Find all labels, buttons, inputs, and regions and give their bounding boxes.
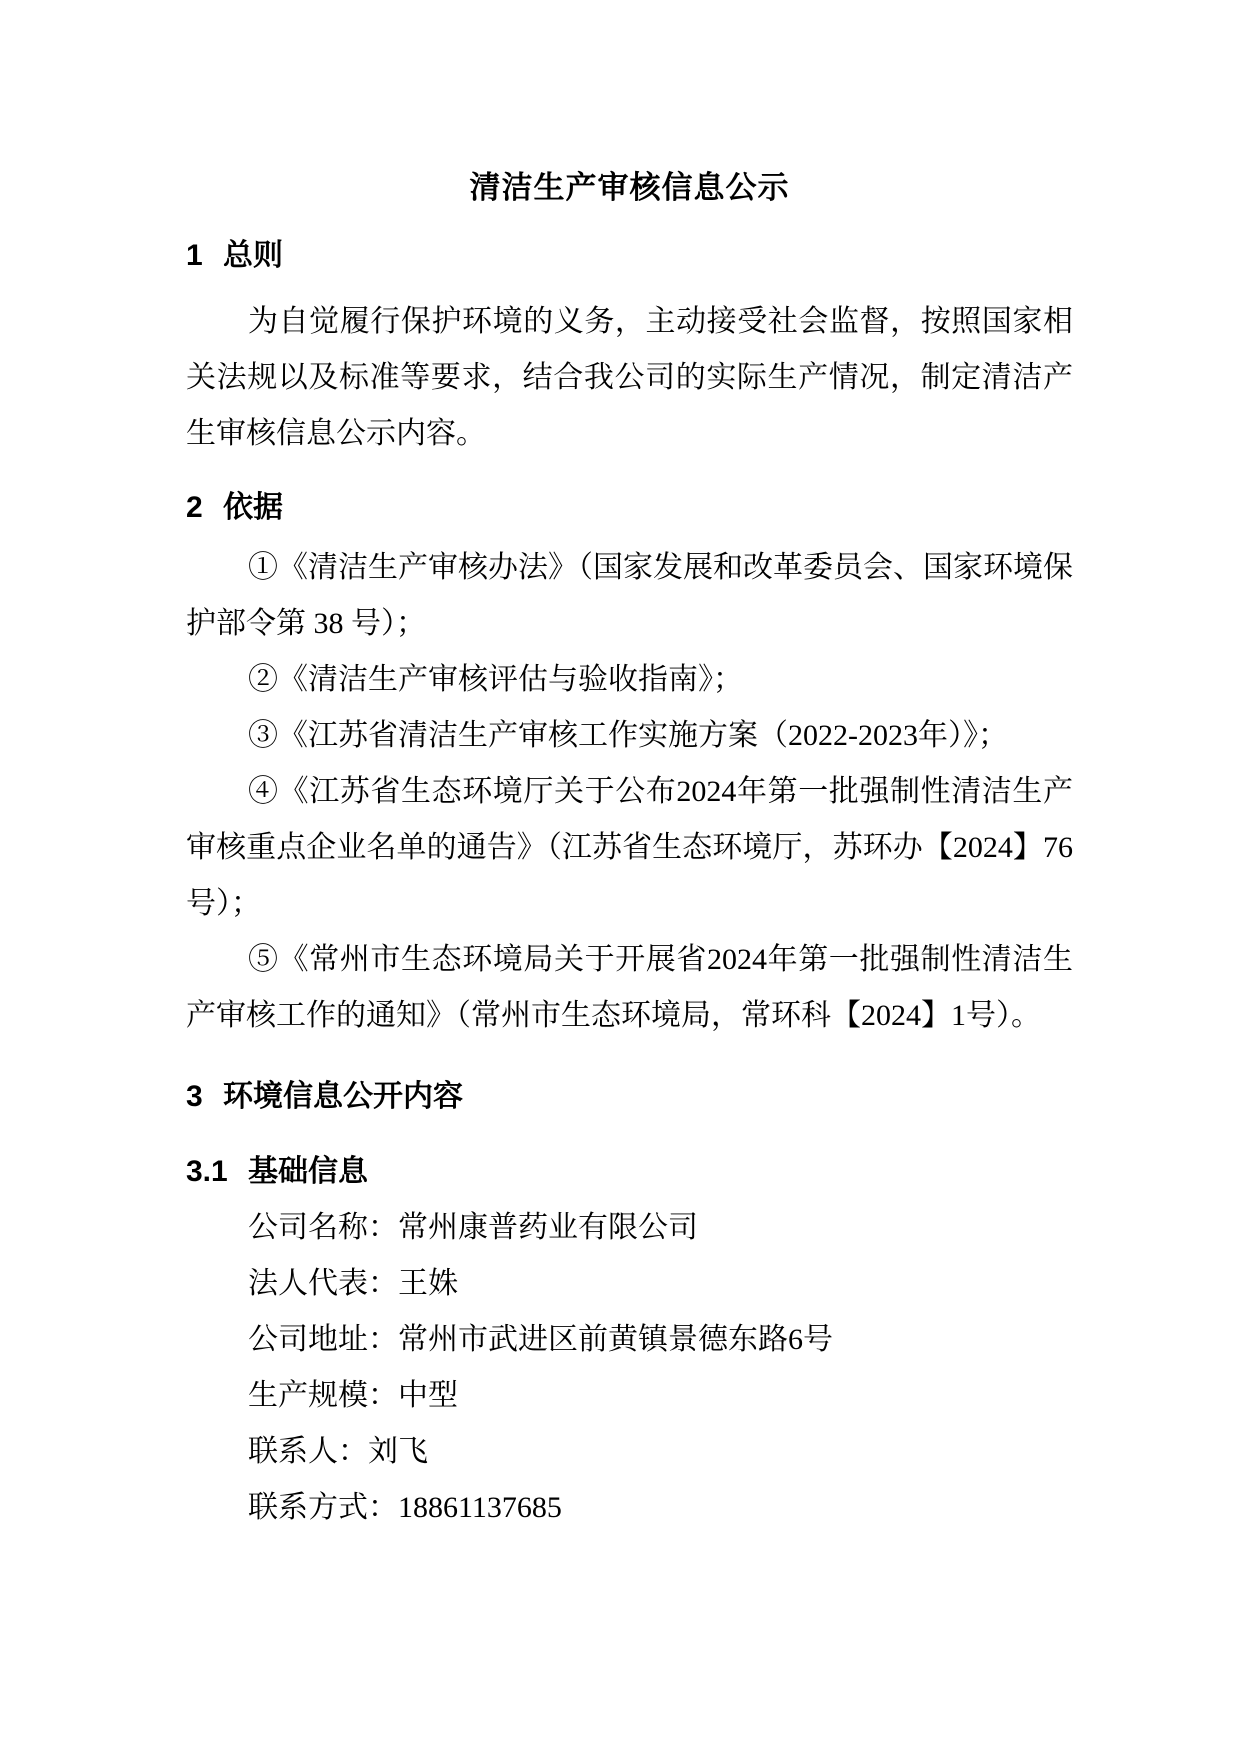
reference-item-1: ①《清洁生产审核办法》（国家发展和改革委员会、国家环境保护部令第 38 号）； xyxy=(186,551,1073,640)
field-contact-person xyxy=(186,1424,1073,1480)
field-label: 公司地址： xyxy=(248,1323,398,1356)
field-label: 联系方式： xyxy=(248,1491,398,1524)
field-value: 18861137685 xyxy=(398,1491,562,1524)
reference-item-3: ③《江苏省清洁生产审核工作实施方案（2022-2023年）》； xyxy=(248,719,1008,752)
field-company-address xyxy=(186,1312,1073,1368)
field-value: 中型 xyxy=(398,1379,458,1412)
section-3-1-heading: 3.1 基础信息 xyxy=(186,1155,369,1188)
reference-item-2: ②《清洁生产审核评估与验收指南》； xyxy=(248,663,743,696)
field-label: 法人代表： xyxy=(248,1267,398,1300)
field-contact-phone xyxy=(186,1480,1073,1536)
section-1-paragraph: 为自觉履行保护环境的义务，主动接受社会监督，按照国家相关法规以及标准等要求，结合我公司的实际生产情况，制定清洁产生审核信息公示内容。 xyxy=(186,305,1073,450)
field-label: 公司名称： xyxy=(248,1211,398,1244)
field-label: 联系人： xyxy=(248,1435,368,1468)
field-value: 常州康普药业有限公司 xyxy=(398,1211,698,1244)
reference-item-4: ④《江苏省生态环境厅关于公布2024年第一批强制性清洁生产审核重点企业名单的通告》（江苏省生态环境厅，苏环办【2024】76号）； xyxy=(186,775,1073,920)
field-value: 王姝 xyxy=(398,1267,458,1300)
field-label: 生产规模： xyxy=(248,1379,398,1412)
field-production-scale xyxy=(186,1368,1073,1424)
field-value: 刘飞 xyxy=(368,1435,428,1468)
section-2-heading: 2 依据 xyxy=(186,491,284,524)
section-1-heading: 1 总则 xyxy=(186,239,284,272)
field-company-name xyxy=(186,1200,1073,1256)
field-legal-representative xyxy=(186,1256,1073,1312)
reference-item-5: ⑤《常州市生态环境局关于开展省2024年第一批强制性清洁生产审核工作的通知》（常州市生态环境局，常环科【2024】1号）。 xyxy=(186,943,1073,1032)
field-value: 常州市武进区前黄镇景德东路6号 xyxy=(398,1323,833,1356)
document-title: 清洁生产审核信息公示 xyxy=(469,170,790,205)
section-3-heading: 3 环境信息公开内容 xyxy=(186,1080,464,1113)
